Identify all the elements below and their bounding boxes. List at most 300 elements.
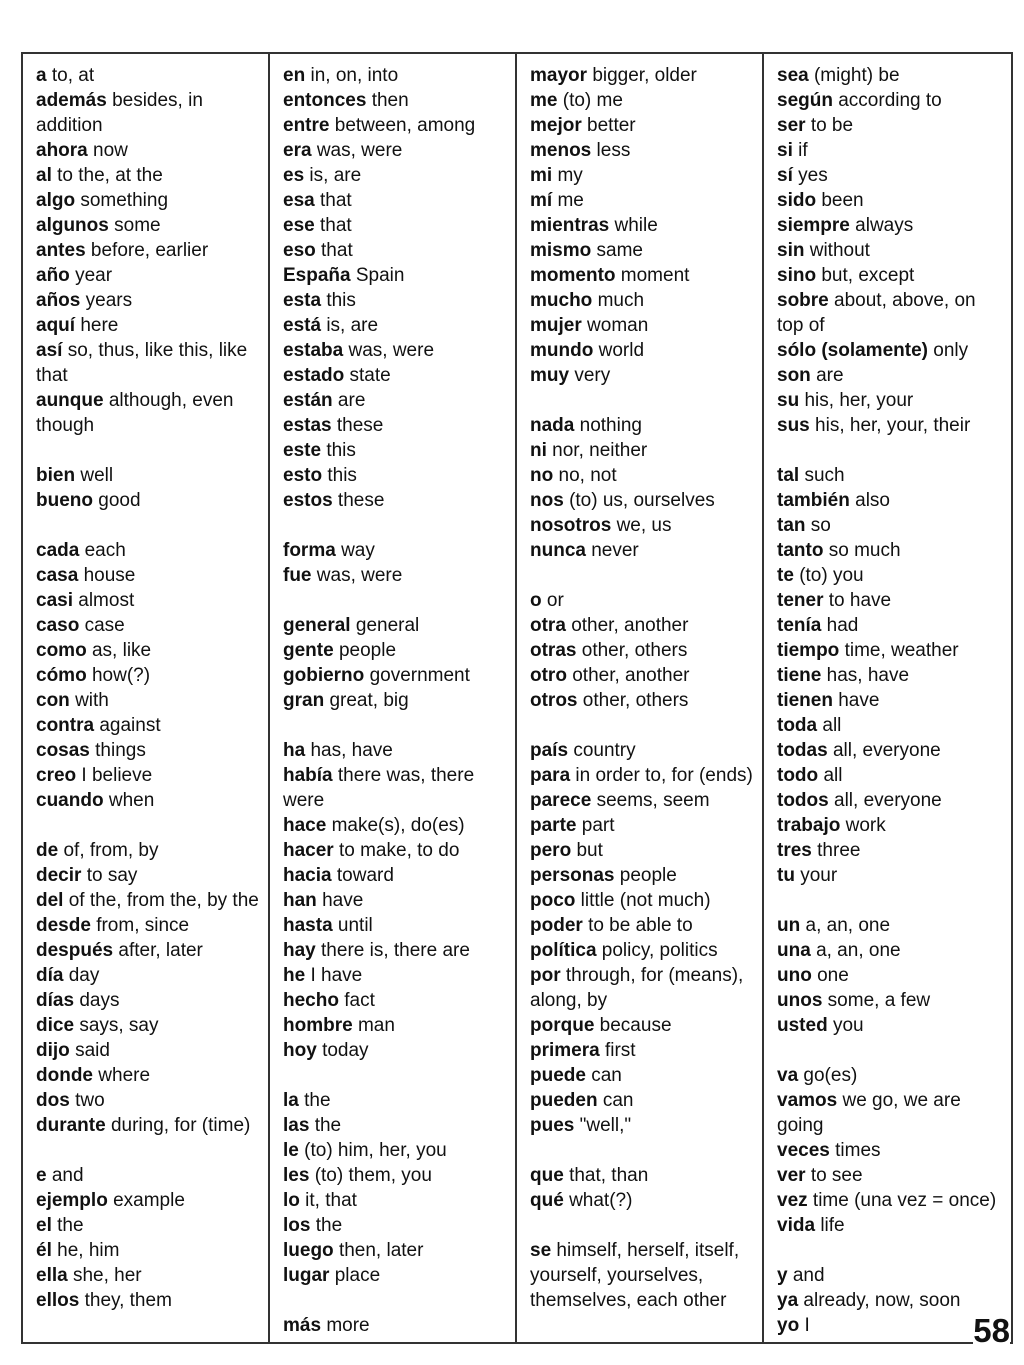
spanish-word: han: [283, 890, 317, 911]
spanish-word: les: [283, 1165, 310, 1186]
spanish-word: creo: [36, 765, 77, 786]
english-meaning: more: [326, 1315, 370, 1336]
english-meaning: what(?): [569, 1190, 633, 1211]
vocab-entry: [530, 663, 762, 688]
vocab-entry: [283, 863, 515, 888]
english-meaning: people: [338, 640, 397, 661]
spanish-word: nosotros: [530, 515, 612, 536]
spanish-word: sido: [777, 190, 817, 211]
english-meaning: very: [574, 365, 611, 386]
english-meaning: time, weather: [844, 640, 959, 661]
spanish-word: ni: [530, 440, 547, 461]
vocab-entry: [777, 88, 1011, 113]
spanish-word: este: [283, 440, 322, 461]
vocab-entry: [283, 538, 515, 563]
vocab-entry: [283, 963, 515, 988]
vocab-entry: [36, 738, 268, 763]
spanish-word: las: [283, 1115, 310, 1136]
vocab-entry: [36, 638, 268, 663]
spanish-word: además: [36, 90, 107, 111]
spanish-word: ella: [36, 1265, 68, 1286]
english-meaning: that: [319, 190, 352, 211]
spanish-word: en: [283, 65, 306, 86]
vocab-entry: [530, 313, 762, 338]
vocab-entry: [283, 1013, 515, 1038]
english-meaning: no, not: [558, 465, 617, 486]
spanish-word: no: [530, 465, 554, 486]
vocab-entry: [530, 113, 762, 138]
spanish-word: momento: [530, 265, 616, 286]
english-meaning: of the, from the, by the: [68, 890, 259, 911]
spanish-word: mejor: [530, 115, 582, 136]
english-meaning: nor, neither: [552, 440, 648, 461]
spanish-word: uno: [777, 965, 812, 986]
vocab-entry: [777, 288, 1011, 338]
spanish-word: parece: [530, 790, 592, 811]
spanish-word: veces: [777, 1140, 830, 1161]
spanish-word: había: [283, 765, 333, 786]
spanish-word: por: [530, 965, 561, 986]
english-meaning: day: [68, 965, 100, 986]
vocab-entry: [530, 363, 762, 388]
vocab-entry: [283, 663, 515, 688]
english-meaning: place: [334, 1265, 381, 1286]
spanish-word: dos: [36, 1090, 70, 1111]
spanish-word: otro: [530, 665, 567, 686]
spanish-word: política: [530, 940, 597, 961]
vocab-entry: [283, 638, 515, 663]
spanish-word: esa: [283, 190, 315, 211]
english-meaning: the: [314, 1115, 342, 1136]
spanish-word: están: [283, 390, 333, 411]
vocab-entry: [283, 413, 515, 438]
english-meaning: much: [597, 290, 645, 311]
vocab-entry: [530, 1238, 762, 1313]
vocab-entry: [777, 1213, 1011, 1238]
english-meaning: he, him: [57, 1240, 120, 1261]
vocab-entry: [283, 1088, 515, 1113]
spanish-word: bueno: [36, 490, 93, 511]
vocab-entry: [530, 913, 762, 938]
spanish-word: porque: [530, 1015, 595, 1036]
vocab-entry: [36, 613, 268, 638]
english-meaning: your: [800, 865, 838, 886]
english-meaning: or: [546, 590, 564, 611]
vocab-entry: [777, 213, 1011, 238]
vocab-entry: [530, 1113, 762, 1138]
english-meaning: times: [835, 1140, 881, 1161]
spanish-word: mayor: [530, 65, 588, 86]
english-meaning: (to) him, her, you: [304, 1140, 447, 1161]
vocab-entry: [36, 763, 268, 788]
spanish-word: luego: [283, 1240, 334, 1261]
english-meaning: my: [557, 165, 583, 186]
english-meaning: state: [349, 365, 391, 386]
english-meaning: then: [371, 90, 409, 111]
english-meaning: in, on, into: [310, 65, 399, 86]
spanish-word: así: [36, 340, 63, 361]
spanish-word: días: [36, 990, 75, 1011]
english-meaning: three: [817, 840, 861, 861]
vocab-entry: [777, 1263, 1011, 1288]
vocab-entry: [36, 713, 268, 738]
vocab-entry: [777, 1138, 1011, 1163]
vocab-entry: [36, 913, 268, 938]
spanish-word: aquí: [36, 315, 76, 336]
spanish-word: vez: [777, 1190, 808, 1211]
spanish-word: nos: [530, 490, 564, 511]
english-meaning: as, like: [91, 640, 152, 661]
spanish-word: tiene: [777, 665, 822, 686]
english-meaning: go(es): [803, 1065, 858, 1086]
vocab-entry: [530, 938, 762, 963]
english-meaning: same: [596, 240, 643, 261]
vocab-entry: [777, 913, 1011, 938]
spanish-word: estas: [283, 415, 332, 436]
english-meaning: today: [322, 1040, 369, 1061]
spanish-word: más: [283, 1315, 322, 1336]
spanish-word: menos: [530, 140, 592, 161]
english-meaning: according to: [838, 90, 942, 111]
english-meaning: the: [315, 1215, 343, 1236]
english-meaning: this: [326, 290, 356, 311]
vocab-entry: [283, 1113, 515, 1138]
vocab-entry: [777, 113, 1011, 138]
english-meaning: but, except: [821, 265, 915, 286]
spanish-word: un: [777, 915, 801, 936]
spanish-word: tanto: [777, 540, 824, 561]
vocab-entry: [36, 863, 268, 888]
vocab-entry: [36, 313, 268, 338]
spanish-word: hoy: [283, 1040, 317, 1061]
spanish-word: durante: [36, 1115, 106, 1136]
vocab-entry: [36, 88, 268, 138]
vocab-entry: [530, 838, 762, 863]
english-meaning: here: [80, 315, 119, 336]
spanish-word: que: [530, 1165, 564, 1186]
vocab-entry: [530, 1188, 762, 1213]
english-meaning: now: [93, 140, 128, 161]
spanish-word: desde: [36, 915, 91, 936]
spanish-word: son: [777, 365, 811, 386]
spanish-word: todos: [777, 790, 829, 811]
english-meaning: year: [75, 265, 113, 286]
spanish-word: sus: [777, 415, 810, 436]
vocab-entry: [36, 563, 268, 588]
english-meaning: case: [84, 615, 125, 636]
vocab-entry: [283, 938, 515, 963]
vocab-entry: [283, 263, 515, 288]
spanish-word: forma: [283, 540, 336, 561]
english-meaning: where: [98, 1065, 151, 1086]
vocab-entry: [530, 288, 762, 313]
vocab-column-3: [517, 54, 764, 1342]
spanish-word: vamos: [777, 1090, 838, 1111]
english-meaning: are: [816, 365, 844, 386]
spanish-word: cada: [36, 540, 80, 561]
vocab-entry: [530, 138, 762, 163]
spanish-word: aunque: [36, 390, 104, 411]
spanish-word: usted: [777, 1015, 828, 1036]
vocab-entry: [36, 188, 268, 213]
spanish-word: poder: [530, 915, 583, 936]
english-meaning: of, from, by: [63, 840, 159, 861]
vocab-entry: [530, 588, 762, 613]
english-meaning: besides, in addition: [36, 90, 203, 136]
vocab-entry: [283, 138, 515, 163]
vocab-entry: [283, 1213, 515, 1238]
english-meaning: time (una vez = once): [812, 1190, 997, 1211]
vocab-entry: [283, 738, 515, 763]
english-meaning: his, her, your, their: [815, 415, 971, 436]
vocab-entry: [530, 63, 762, 88]
vocab-entry: [36, 138, 268, 163]
english-meaning: some, a few: [827, 990, 931, 1011]
spanish-word: tenía: [777, 615, 822, 636]
spanish-word: con: [36, 690, 70, 711]
spanish-word: lugar: [283, 1265, 330, 1286]
spanish-word: qué: [530, 1190, 564, 1211]
vocab-entry: [283, 88, 515, 113]
spanish-word: antes: [36, 240, 86, 261]
english-meaning: first: [604, 1040, 636, 1061]
vocab-entry: [283, 988, 515, 1013]
vocab-entry: [36, 538, 268, 563]
spanish-word: pueden: [530, 1090, 598, 1111]
vocab-entry: [777, 188, 1011, 213]
vocab-entry: [530, 438, 762, 463]
english-meaning: the: [57, 1215, 84, 1236]
english-meaning: good: [98, 490, 141, 511]
vocab-entry: [283, 1238, 515, 1263]
spanish-word: otros: [530, 690, 578, 711]
spanish-word: hacer: [283, 840, 334, 861]
english-meaning: can: [602, 1090, 634, 1111]
spanish-word: se: [530, 1240, 552, 1261]
vocab-entry: [283, 813, 515, 838]
vocab-entry: [36, 688, 268, 713]
english-meaning: me: [557, 190, 584, 211]
english-meaning: way: [341, 540, 375, 561]
english-meaning: country: [573, 740, 636, 761]
english-meaning: are: [337, 390, 366, 411]
english-meaning: each: [84, 540, 126, 561]
spanish-word: sino: [777, 265, 817, 286]
english-meaning: to be able to: [588, 915, 693, 936]
spanish-word: de: [36, 840, 59, 861]
spanish-word: el: [36, 1215, 52, 1236]
vocab-entry: [777, 988, 1011, 1013]
vocab-entry: [283, 238, 515, 263]
vocab-entry: [530, 1163, 762, 1188]
spanish-word: muy: [530, 365, 570, 386]
english-meaning: house: [83, 565, 136, 586]
vocab-entry: [530, 1088, 762, 1113]
english-meaning: all: [822, 715, 842, 736]
vocab-entry: [777, 138, 1011, 163]
vocab-entry: [777, 813, 1011, 838]
vocab-entry: [777, 938, 1011, 963]
vocab-entry: [36, 263, 268, 288]
english-meaning: so, thus, like this, like that: [36, 340, 248, 386]
english-meaning: also: [855, 490, 890, 511]
spanish-word: día: [36, 965, 64, 986]
english-meaning: and: [792, 1265, 825, 1286]
english-meaning: been: [821, 190, 864, 211]
vocab-entry: [36, 1238, 268, 1263]
spanish-word: ya: [777, 1290, 799, 1311]
vocab-entry: [283, 313, 515, 338]
vocab-entry: [283, 1263, 515, 1288]
spanish-word: una: [777, 940, 811, 961]
vocab-entry: [36, 1013, 268, 1038]
english-meaning: other, another: [571, 615, 689, 636]
english-meaning: work: [845, 815, 886, 836]
vocab-entry: [777, 863, 1011, 888]
english-meaning: how(?): [91, 665, 151, 686]
spanish-word: país: [530, 740, 569, 761]
english-meaning: these: [336, 415, 384, 436]
vocab-entry: [777, 338, 1011, 363]
english-meaning: his, her, your: [804, 390, 914, 411]
spanish-word: sí: [777, 165, 793, 186]
vocab-entry: [777, 513, 1011, 538]
english-meaning: you: [832, 1015, 864, 1036]
spanish-word: hay: [283, 940, 316, 961]
spanish-word: ahora: [36, 140, 88, 161]
english-meaning: have: [838, 690, 880, 711]
vocab-entry: [36, 963, 268, 988]
english-meaning: well: [80, 465, 114, 486]
vocab-entry: [36, 888, 268, 913]
vocab-entry: [283, 63, 515, 88]
vocab-entry: [530, 213, 762, 238]
spanish-word: entonces: [283, 90, 367, 111]
vocab-entry: [283, 1038, 515, 1063]
vocab-entry: [777, 1288, 1011, 1313]
vocab-entry: [36, 213, 268, 238]
english-meaning: although, even though: [36, 390, 234, 436]
english-meaning: seems, seem: [596, 790, 710, 811]
english-meaning: something: [80, 190, 169, 211]
vocab-entry: [36, 163, 268, 188]
vocab-entry: [530, 88, 762, 113]
vocab-entry: [530, 788, 762, 813]
english-meaning: was, were: [316, 140, 403, 161]
vocab-entry: [36, 338, 268, 388]
spanish-word: ejemplo: [36, 1190, 108, 1211]
english-meaning: (might) be: [813, 65, 900, 86]
english-meaning: this: [326, 440, 356, 461]
vocab-entry: [283, 488, 515, 513]
english-meaning: better: [587, 115, 636, 136]
english-meaning: they, them: [84, 1290, 172, 1311]
english-meaning: make(s), do(es): [331, 815, 465, 836]
english-meaning: these: [337, 490, 385, 511]
vocab-entry: [777, 738, 1011, 763]
vocab-entry: [36, 788, 268, 813]
english-meaning: between, among: [334, 115, 476, 136]
vocab-entry: [36, 1113, 268, 1138]
spanish-word: mujer: [530, 315, 582, 336]
spanish-word: o: [530, 590, 542, 611]
spanish-word: gran: [283, 690, 325, 711]
english-meaning: years: [85, 290, 133, 311]
spanish-word: dijo: [36, 1040, 70, 1061]
spanish-word: estos: [283, 490, 333, 511]
english-meaning: has, have: [826, 665, 910, 686]
vocab-entry: [36, 1263, 268, 1288]
english-meaning: things: [95, 740, 146, 761]
spanish-word: estado: [283, 365, 345, 386]
vocab-entry: [777, 838, 1011, 863]
english-meaning: that, than: [569, 1165, 649, 1186]
spanish-word: e: [36, 1165, 47, 1186]
vocab-entry: [530, 238, 762, 263]
english-meaning: from, since: [96, 915, 190, 936]
spanish-word: él: [36, 1240, 52, 1261]
vocab-entry: [283, 463, 515, 488]
spanish-word: según: [777, 90, 833, 111]
spanish-word: como: [36, 640, 87, 661]
spanish-word: ver: [777, 1165, 806, 1186]
english-meaning: such: [804, 465, 845, 486]
spanish-word: hace: [283, 815, 327, 836]
vocab-column-4: [764, 54, 1011, 1342]
vocab-entry: [777, 613, 1011, 638]
spanish-word: mi: [530, 165, 553, 186]
spanish-word: le: [283, 1140, 299, 1161]
english-meaning: to say: [86, 865, 138, 886]
vocab-entry: [777, 1013, 1011, 1038]
spanish-word: cuando: [36, 790, 104, 811]
spanish-word: eso: [283, 240, 316, 261]
english-meaning: only: [933, 340, 969, 361]
spanish-word: hasta: [283, 915, 333, 936]
vocab-entry: [530, 863, 762, 888]
english-meaning: is, are: [309, 165, 362, 186]
english-meaning: when: [108, 790, 155, 811]
spanish-word: los: [283, 1215, 311, 1236]
vocab-entry: [777, 388, 1011, 413]
spanish-word: poco: [530, 890, 576, 911]
english-meaning: said: [75, 1040, 110, 1061]
english-meaning: other, another: [572, 665, 690, 686]
vocab-entry: [777, 538, 1011, 563]
vocab-entry: [777, 563, 1011, 588]
vocab-entry: [530, 763, 762, 788]
english-meaning: in order to, for (ends): [575, 765, 753, 786]
spanish-word: donde: [36, 1065, 93, 1086]
vocab-entry: [283, 888, 515, 913]
vocab-entry: [36, 1063, 268, 1088]
english-meaning: while: [614, 215, 658, 236]
vocab-entry: [36, 588, 268, 613]
spanish-word: mí: [530, 190, 553, 211]
vocab-entry: [777, 713, 1011, 738]
spanish-word: gente: [283, 640, 334, 661]
vocab-entry: [36, 288, 268, 313]
english-meaning: during, for (time): [110, 1115, 251, 1136]
vocab-entry: [530, 888, 762, 913]
english-meaning: other, others: [582, 690, 689, 711]
vocab-entry: [530, 338, 762, 363]
spanish-word: del: [36, 890, 64, 911]
spanish-word: tienen: [777, 690, 833, 711]
vocab-entry: [36, 838, 268, 863]
vocab-entry: [530, 738, 762, 763]
spanish-word: otra: [530, 615, 566, 636]
